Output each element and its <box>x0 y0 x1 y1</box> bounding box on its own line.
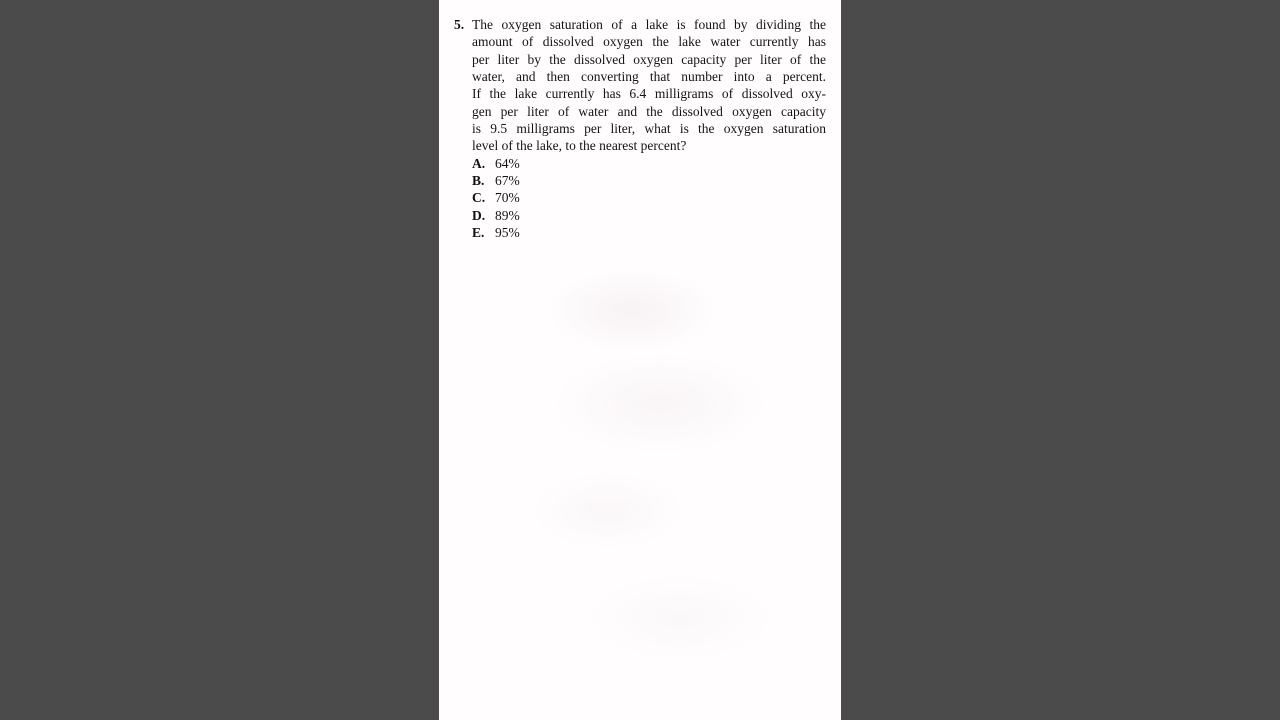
answer-choice-letter: A. <box>472 155 486 171</box>
question-stem-line: is 9.5 milligrams per liter, what is the oxygen saturation <box>472 121 826 137</box>
question-stem-line: gen per liter of water and the dissolved oxygen capacity <box>472 103 826 119</box>
answer-choice-text: 64% <box>495 155 520 171</box>
question-stem-line: water, and then converting that number into a percent. <box>472 69 826 85</box>
answer-choice-a[interactable] <box>472 155 826 172</box>
answer-choice-letter: C. <box>472 190 486 206</box>
question-stem <box>472 16 826 155</box>
question-stem-line: amount of dissolved oxygen the lake water currently has <box>472 34 826 50</box>
viewer-gutter-left <box>0 0 439 720</box>
page-scan-ghosting <box>439 255 841 720</box>
answer-choice-b[interactable] <box>472 172 826 189</box>
question-body <box>472 16 826 255</box>
answer-choice-d[interactable] <box>472 207 826 224</box>
answer-choice-text: 89% <box>495 207 520 223</box>
answer-choice-text: 67% <box>495 173 520 189</box>
answer-choice-e[interactable] <box>472 224 826 241</box>
answer-choice-text: 95% <box>495 225 520 241</box>
document-page <box>439 0 841 720</box>
answer-choice-letter: B. <box>472 173 485 189</box>
question-number: 5. <box>454 17 465 32</box>
answer-choice-c[interactable] <box>472 189 826 206</box>
question-stem-line: The oxygen saturation of a lake is found by dividing the <box>472 17 826 32</box>
answer-choice-list <box>472 155 826 242</box>
question-stem-line: If the lake currently has 6.4 milligrams of dissolved oxy- <box>472 86 826 102</box>
viewer-gutter-right <box>841 0 1280 720</box>
question-stem-line: per liter by the dissolved oxygen capacity per liter of the <box>472 51 826 67</box>
answer-choice-letter: E. <box>472 225 485 241</box>
answer-choice-text: 70% <box>495 190 520 206</box>
question-block <box>454 16 826 255</box>
answer-choice-letter: D. <box>472 207 486 223</box>
question-stem-line: level of the lake, to the nearest percent? <box>472 138 687 154</box>
